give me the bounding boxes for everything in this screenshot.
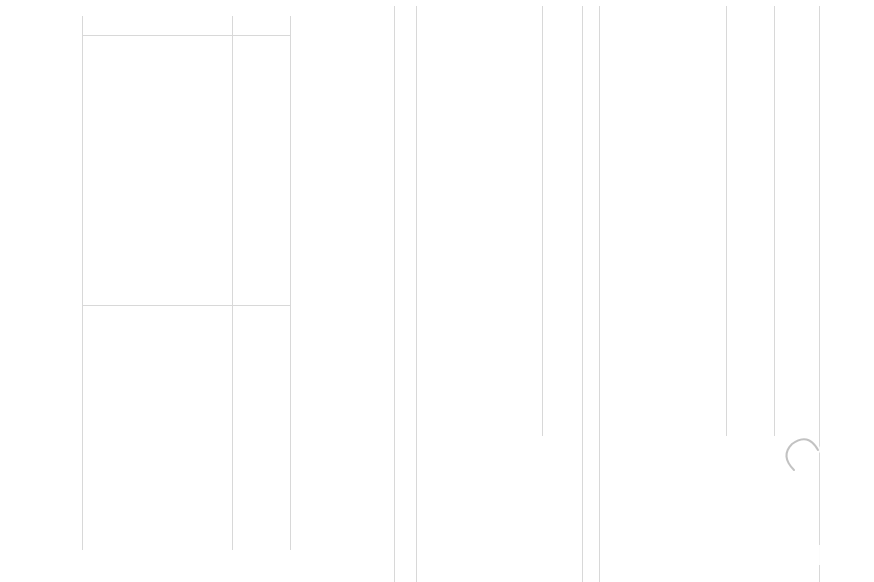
grid-line — [290, 16, 291, 550]
table-header — [82, 16, 291, 36]
grid-line — [416, 6, 417, 582]
grid-line — [542, 6, 543, 436]
spacer-row — [82, 286, 291, 306]
grid-line — [232, 16, 233, 550]
grid-line — [582, 6, 583, 582]
grid-line — [726, 6, 727, 436]
team-column-header — [106, 16, 254, 36]
grid-line — [394, 6, 395, 582]
viva-logo — [700, 430, 874, 582]
barlettaviva-watermark — [700, 430, 874, 582]
grid-line — [774, 6, 775, 436]
grid-line — [599, 6, 600, 582]
grid-line — [82, 16, 83, 550]
ts-column-header — [234, 16, 290, 36]
seeding-table — [82, 16, 291, 550]
